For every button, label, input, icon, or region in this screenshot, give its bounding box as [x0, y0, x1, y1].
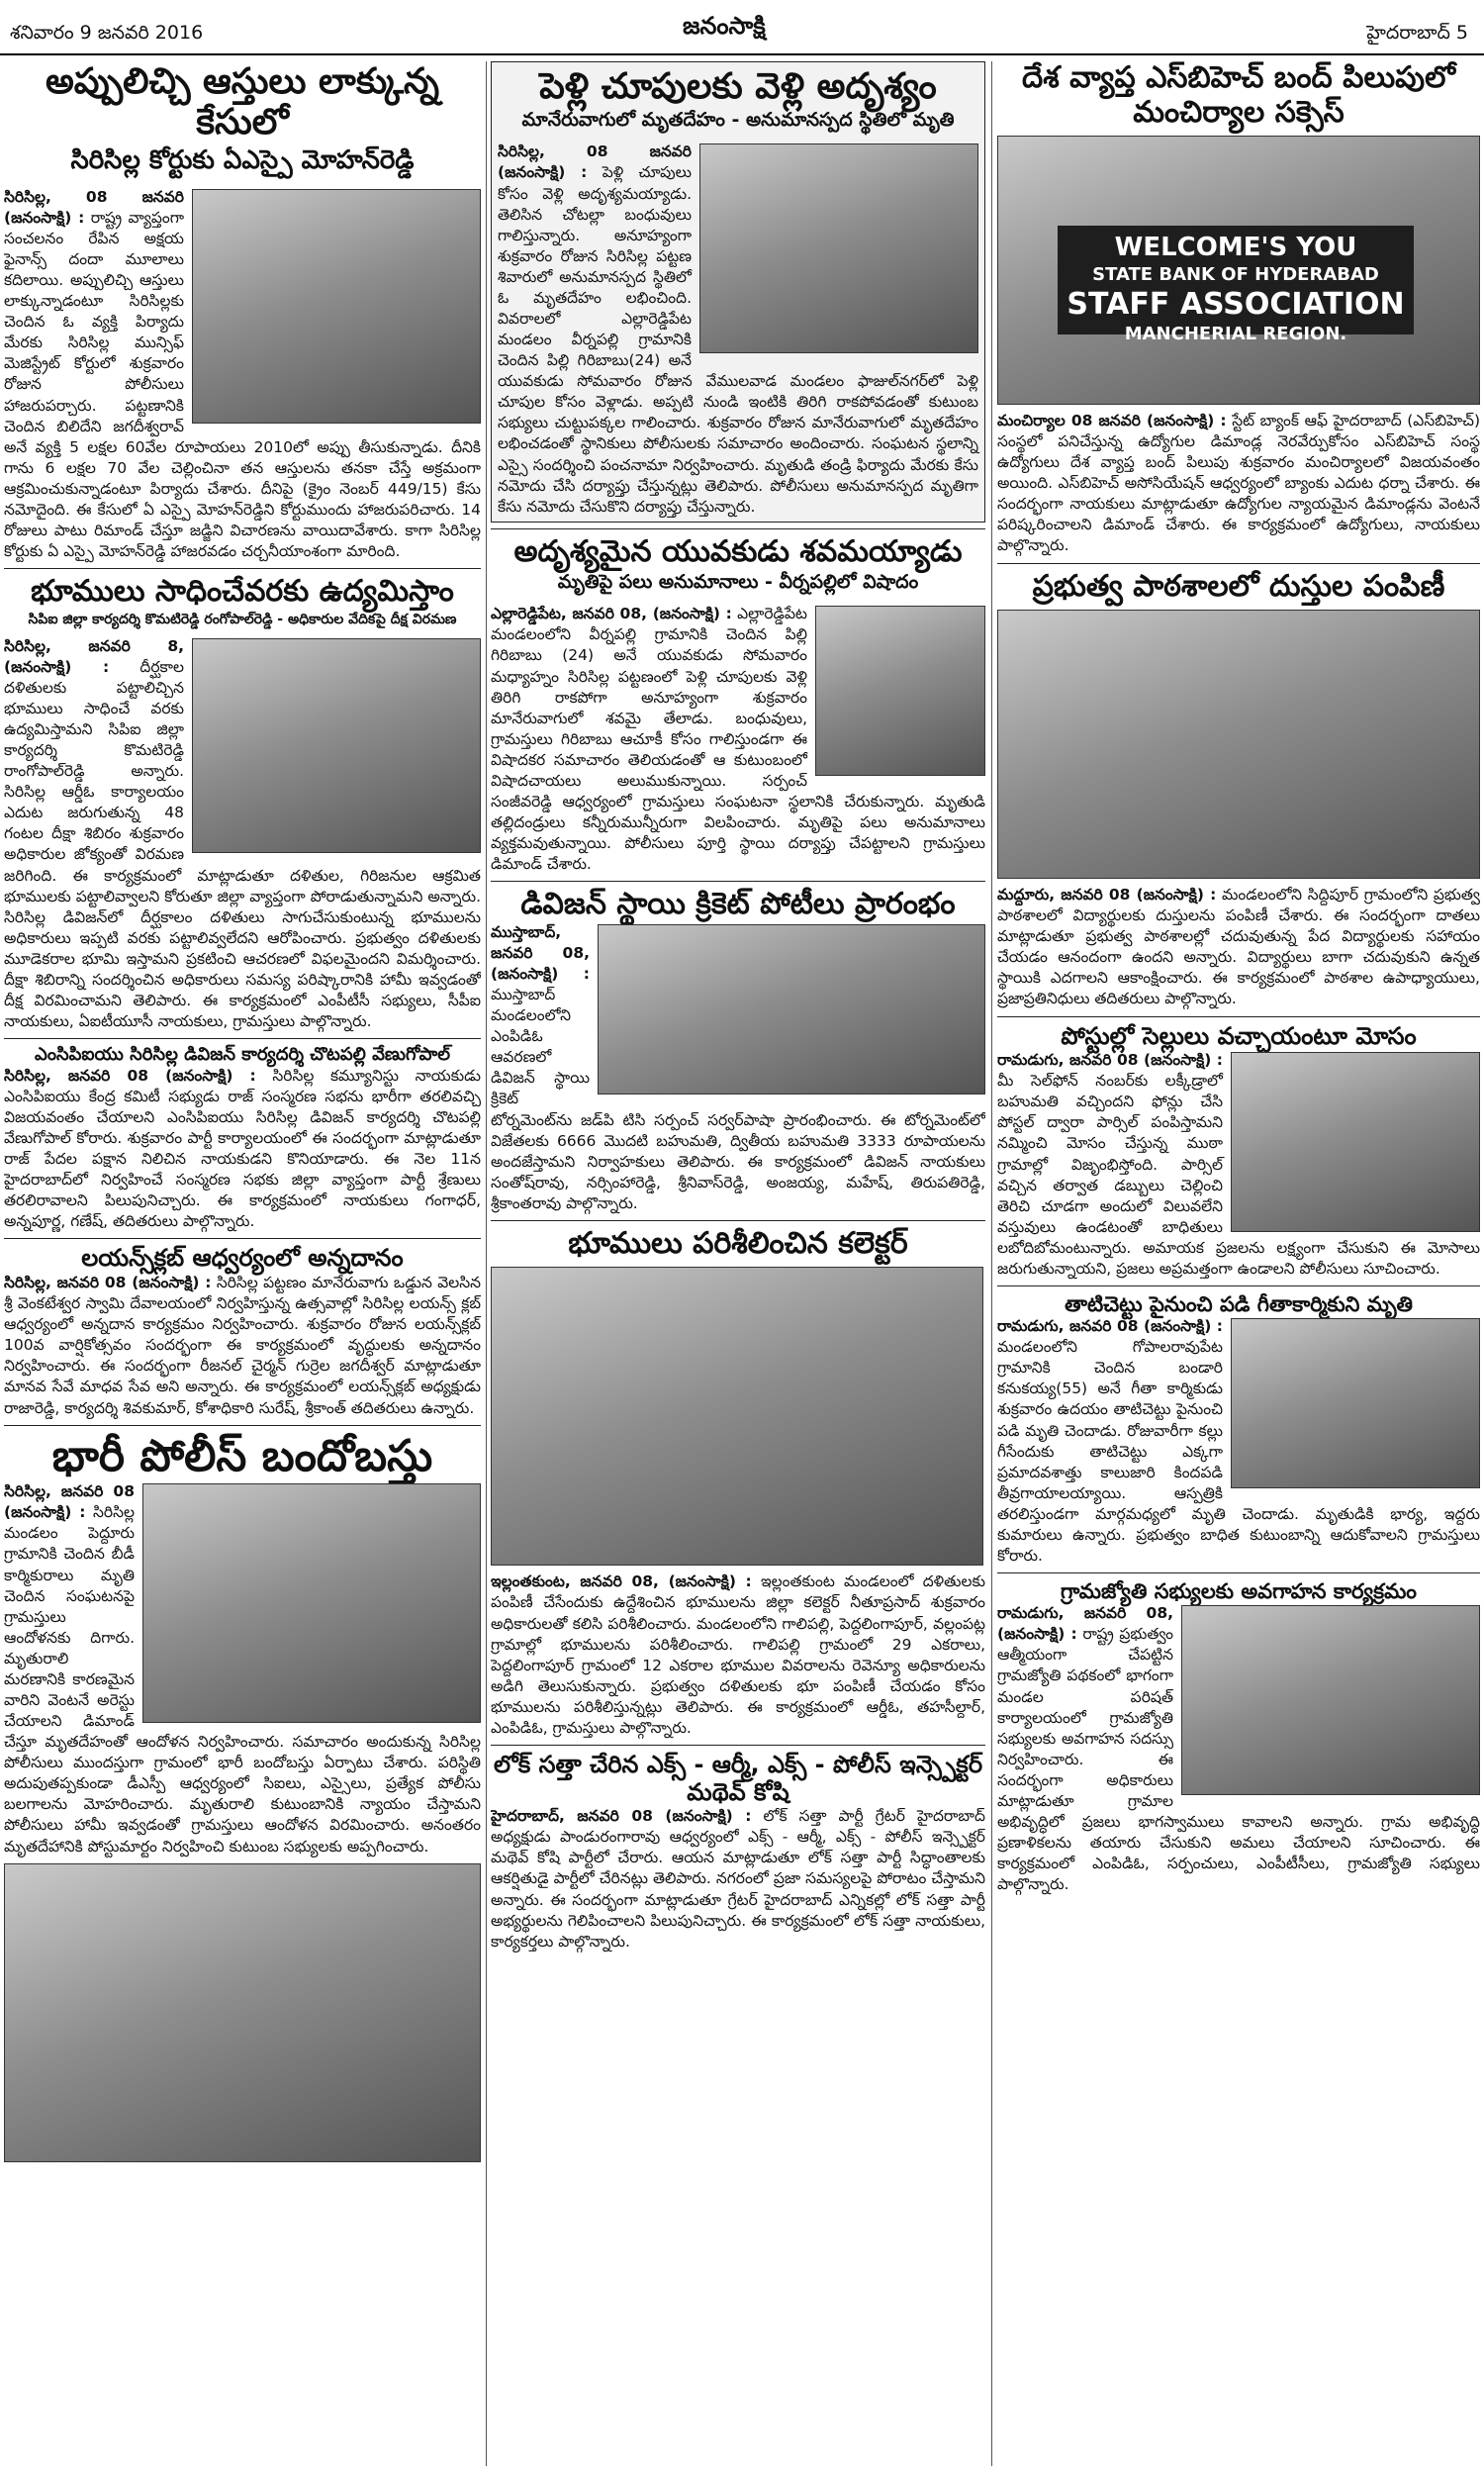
article-gramajyothi [997, 1579, 1480, 1895]
article-lions-club [4, 1245, 481, 1418]
divider [997, 1016, 1480, 1017]
divider [491, 1220, 985, 1221]
article-loksatta [491, 1752, 985, 1952]
headline: భూములు పరిశీలించిన కలెక్టర్ [568, 1225, 908, 1261]
dateline: రామడుగు, జనవరి 08, (జనంసాక్షి) : [997, 1604, 1173, 1644]
headline: లోక్ సత్తా చేరిన ఎక్స్ - ఆర్మీ, ఎక్స్ - పోలీస్ ఇన్స్పెక్టర్ మథెవ్ కోషి [493, 1751, 983, 1806]
dateline: సిరిసిల్ల, జనవరి 08 (జనంసాక్షి) : [4, 1066, 256, 1085]
staff-association-banner: WELCOME'S YOU STATE BANK OF HYDERABAD STAFF ASSOCIATION MANCHERIAL REGION. [1058, 226, 1414, 334]
photo-village-protest [142, 1483, 481, 1723]
article-toddy-tapper [997, 1292, 1480, 1567]
divider [4, 1238, 481, 1239]
article-body: సిరిసిల్ల, 08 జనవరి (జనంసాక్షి) : రాష్ట్ర వ్యాప్తంగా సంచలనం రేపిన అక్షయ ఫైనాన్స్ దందా మూలాలు కదిలాయి. అప్పులిచ్చి ఆస్తులు లాక్కున్నాడంటూ సిరిసిల్లకు చెందిన ఓ వ్యక్తి పిర్యాదు మేరకు సిరిసిల్ల మున్సిఫ్ మెజిస్ట్రేట్ కోర్టులో శుక్రవారం రోజున పోలీసులు హాజరుపర్చారు. పట్టణానికి చెందిన బిలిదేని జగదీశ్వరావ్ అనే వ్యక్తి 5 లక్షల 60వేల రూపాయలు 2010లో అప్పు తీసుకున్నాడు. దీనికి గాను 6 లక్షల 70 వేల చెల్లించినా తన ఆస్తులను తనకా చేస్తే అక్రమంగా ఆక్రమించుకున్నాడంటూ పిర్యాదు చేశారు. దీనిపై (క్రైం నెంబర్ 449/15) కేసు నమోదైంది. ఈ కేసులో ఏ ఎస్పై మోహన్‌రెడ్డిని కోర్టుముందు హాజరుపరిచారు. 14 రోజులు పాటు రిమాండ్ చేస్తూ జడ్జిని విచారణను వాయిదావేశారు. కాగా సిరిసిల్ల కోర్టుకు ఏ ఎస్పై మోహన్‌రెడ్డి హాజరవడం చర్చనీయాంశంగా మారింది. [4, 187, 481, 561]
subheadline: మానేరువాగులో మృతదేహం - అనుమానస్పద స్థితిలో మృతి [521, 109, 955, 132]
article-body: మద్దూరు, జనవరి 08 (జనంసాక్షి) : మండలంలోని సిద్దిపూర్ గ్రామంలోని ప్రభుత్వ పాఠశాలలో విద్యార్థులకు దుస్తులను పంపిణీ చేశారు. ఈ సందర్భంగా దాతలు మాట్లాడుతూ ప్రభుత్వ పాఠశాలల్లో చదువుతున్న పేద విద్యార్థులకు సహాయం చేయడం ఆనందంగా ఉందని అన్నారు. విద్యార్థులు బాగా చదువుకుని ఉన్నత స్థాయికి ఎదగాలని ఆకాంక్షించారు. ఈ కార్యక్రమంలో పాఠశాల ఉపాధ్యాయులు, ప్రజాప్రతినిధులు తదితరులు పాల్గొన్నారు. [997, 886, 1480, 1008]
dateline: సిరిసిల్ల, 08 జనవరి (జనంసాక్షి) : [4, 187, 184, 227]
dateline: సిరిసిల్ల, జనవరి 8, (జనంసాక్షి) : [4, 636, 184, 676]
divider [997, 1572, 1480, 1573]
headline: అప్పులిచ్చి ఆస్తులు లాక్కున్న కేసులో [45, 61, 440, 143]
divider [491, 881, 985, 882]
masthead-rule [0, 53, 1484, 55]
divider [491, 528, 985, 529]
dateline: సిరిసిల్ల, 08 జనవరి (జనంసాక్షి) : [498, 143, 692, 182]
photo-riverbed-body [699, 143, 978, 353]
headline: లయన్స్‌క్లబ్ ఆధ్వర్యంలో అన్నదానం [81, 1244, 404, 1273]
photo-sbh-rally [997, 136, 1480, 405]
photo-court-vehicle [192, 189, 481, 424]
article-loan-case [4, 61, 481, 562]
column-divider [991, 61, 992, 2466]
article-police-bandobast [4, 1432, 481, 2162]
headline: పోస్టుల్లో సెల్లులు వచ్చాయంటూ మోసం [1061, 1021, 1417, 1050]
headline: తాటిచెట్టు పైనుంచి పడి గీతాకార్మికుని మృతి [1065, 1291, 1413, 1316]
subheadline: సిరిసిల్ల కోర్టుకు ఏఎస్పై మోహన్‌రెడ్డి [70, 144, 415, 175]
divider [4, 1425, 481, 1426]
dateline: సిరిసిల్ల, జనవరి 08 (జనంసాక్షి) : [4, 1482, 135, 1522]
photo-school-distribution [997, 610, 1480, 879]
headline: ఎంసిపిఐయు సిరిసిల్ల డివిజన్ కార్యదర్శి చొటపల్లి వేణుగోపాల్ [35, 1044, 450, 1066]
column-1 [4, 61, 481, 2466]
headline: అదృశ్యమైన యువకుడు శవమయ్యాడు [513, 533, 963, 569]
photo-awareness-meeting [1181, 1605, 1480, 1795]
dateline: హైదరాబాద్, జనవరి 08 (జనంసాక్షి) : [491, 1807, 752, 1826]
divider [4, 1038, 481, 1039]
article-school-clothes [997, 570, 1480, 1010]
photo-deceased-portrait [815, 606, 985, 776]
dateline: ముస్తాబాద్, జనవరి 08, (జనంసాక్షి) : [491, 922, 590, 983]
article-body: సిరిసిల్ల, జనవరి 08 (జనంసాక్షి) : సిరిసిల్ల కమ్యూనిస్టు నాయకుడు ఎంసిపిఐయు కేంద్ర కమిటీ సభ్యుడు రాజ్ సంస్మరణ సభను భారీగా తరలివచ్చి విజయవంతం చేయాలని ఎంసిపిఐయు సిరిసిల్ల డివిజన్ కార్యదర్శి చొటపల్లి వేణుగోపాల్ కోరారు. శుక్రవారం పార్టీ కార్యాలయంలో ఈ సందర్భంగా మాట్లాడుతూ రాజ్ పేదల పక్షాన నిలిచిన నాయకుడని కొనియాడారు. ఈ నెల 11న హైదరాబాద్‌లో నిర్వహించే సంస్మరణ సభకు జిల్లా వ్యాప్తంగా పార్టీ శ్రేణులు తరలిరావాలని పిలుపునిచ్చారు. ఈ కార్యక్రమంలో నాయకులు గంగాధర్, అన్నపూర్ణ, గణేష్, తదితరులు పాల్గొన్నారు. [4, 1066, 481, 1231]
divider [997, 1285, 1480, 1286]
article-sbh-bandh [997, 61, 1480, 557]
article-missing-groom [491, 61, 985, 523]
article-body: ఇల్లంతకుంట, జనవరి 08, (జనంసాక్షి) : ఇల్లంతకుంట మండలంలో దళితులకు పంపిణీ చేసేందుకు ఉద్దేశించిన భూములను జిల్లా కలెక్టర్ నీతూప్రసాద్ శుక్రవారం అధికారులతో కలిసి పరిశీలించారు. మండలంలోని గాలిపల్లి, పెద్దలింగాపూర్, వల్లంపట్ల గ్రామాల్లో భూములను పరిశీలించారు. గాలిపల్లి గ్రామంలో 29 ఎకరాలు, పెద్దలింగాపూర్ గ్రామంలో 12 ఎకరాల భూముల వివరాలను రెవెన్యూ అధికారులను అడిగి తెలుసుకున్నారు. ప్రభుత్వం దళితులకు భూ పంపిణీ చేయడం కోసం భూములను పరిశీలిస్తున్నట్లు తెలిపారు. ఈ కార్యక్రమంలో ఆర్డీఓ, తహసీల్దార్, ఎంపిడిఓ, గ్రామస్తులు పాల్గొన్నారు. [491, 1572, 985, 1737]
article-body: ఎల్లారెడ్డిపేట, జనవరి 08, (జనంసాక్షి) : ఎల్లారెడ్డిపేట మండలంలోని వీర్నపల్లి గ్రామానికి చెందిన పిల్లి గిరిబాబు (24) అనే యువకుడు సోమవారం మధ్యాహ్నం సిరిసిల్ల పట్టణంలో పెళ్లి చూపులకు వెళ్లి తిరిగి రాకపోగా అనూహ్యంగా శుక్రవారం మానేరువాగులో శవమై తేలాడు. బంధువులు, గ్రామస్తులు గిరిబాబు ఆచూకీ కోసం గాలిస్తుండగా ఈ విషాదకర సమాచారం తెలియడంతో ఆ కుటుంబంలో విషాదచాయలు అలుముకున్నాయి. సర్పంచ్ సంజీవరెడ్డి ఆధ్వర్యంలో గ్రామస్తులు సంఘటనా స్థలానికి చేరుకున్నారు. మృతుడి తల్లిదండ్రులు కన్నీరుమున్నీరుగా విలపించారు. మృతిపై పలు అనుమానాలు వ్యక్తమవుతున్నాయి. పోలీసులు పూర్తి స్థాయి దర్యాప్తు చేపట్టాలని గ్రామస్తులు డిమాండ్ చేశారు. [491, 605, 985, 874]
article-body: రామడుగు, జనవరి 08, (జనంసాక్షి) : రాష్ట్ర ప్రభుత్వం ఆత్మీయంగా చేపట్టిన గ్రామజ్యోతి పథకంలో భాగంగా మండల పరిషత్ కార్యాలయంలో గ్రామజ్యోతి సభ్యులకు అవగాహన సదస్సు నిర్వహించారు. ఈ సందర్భంగా అధికారులు మాట్లాడుతూ గ్రామాల అభివృద్ధిలో ప్రజలు భాగస్వాములు కావాలని అన్నారు. గ్రామ అభివృద్ధి ప్రణాళికలను తయారు చేసుకుని అమలు చేయాలని సూచించారు. ఈ కార్యక్రమంలో ఎంపిడిఓ, సర్పంచులు, ఎంపీటీసీలు, గ్రామజ్యోతి సభ్యులు పాల్గొన్నారు. [997, 1604, 1480, 1894]
article-mcpiu [4, 1045, 481, 1232]
headline: దేశ వ్యాప్త ఎస్‌బిహెచ్ బంద్ పిలుపులో మంచిర్యాల సక్సెస్ [1022, 61, 1455, 130]
article-collector-lands [491, 1227, 985, 1739]
dateline: ఎల్లారెడ్డిపేట, జనవరి 08, (జనంసాక్షి) : [491, 605, 732, 623]
dateline: సిరిసిల్ల, జనవరి 08 (జనంసాక్షి) : [4, 1274, 212, 1292]
page-label: హైదరాబాద్ 5 [1366, 22, 1468, 44]
masthead [0, 0, 1484, 59]
article-youth-dead [491, 535, 985, 876]
dateline: రామడుగు, జనవరి 08 (జనంసాక్షి) : [997, 1051, 1223, 1070]
photo-parcel-goods [1231, 1052, 1480, 1232]
article-body: రామడుగు, జనవరి 08 (జనంసాక్షి) : మీ సెల్‌ఫోన్ నంబర్‌కు లక్కీడ్రాలో బహుమతి వచ్చిందని ఫోన్లు చేసి పోస్టల్ ద్వారా పార్సిల్ పంపిస్తామని నమ్మించి మోసం చేస్తున్న ముఠా గ్రామాల్లో విజృంభిస్తోంది. పార్సిల్ వచ్చిన తర్వాత డబ్బులు చెల్లించి తెరిచి చూడగా అందులో విలువలేని వస్తువులు ఉండటంతో బాధితులు లబోదిబోమంటున్నారు. అమాయక ప్రజలను లక్ష్యంగా చేసుకుని ఈ మోసాలు జరుగుతున్నాయని, ప్రజలు అప్రమత్తంగా ఉండాలని పోలీసులు సూచించారు. [997, 1051, 1480, 1278]
article-body: సిరిసిల్ల, జనవరి 08 (జనంసాక్షి) : సిరిసిల్ల మండలం పెద్దూరు గ్రామానికి చెందిన బీడీ కార్మికురాలు మృతి చెందిన సంఘటనపై గ్రామస్తులు ఆందోళనకు దిగారు. మృతురాలి మరణానికి కారణమైన వారిని వెంటనే అరెస్టు చేయాలని డిమాండ్ చేస్తూ మృతదేహంతో ఆందోళన నిర్వహించారు. సమాచారం అందుకున్న సిరిసిల్ల పోలీసులు ముందస్తుగా గ్రామంలో భారీ బందోబస్తు ఏర్పాటు చేశారు. పరిస్థితి అదుపుతప్పకుండా డీఎస్పీ ఆధ్వర్యంలో సిఐలు, ఎస్సైలు, ప్రత్యేక పోలీసు బలగాలను మోహరించారు. మృతురాలి కుటుంబానికి న్యాయం చేస్తామని పోలీసులు హామీ ఇవ్వడంతో గ్రామస్తులు ఆందోళన విరమించారు. అనంతరం మృతదేహానికి పోస్టుమార్టం నిర్వహించి కుటుంబ సభ్యులకు అప్పగించారు. [4, 1482, 481, 1856]
divider [997, 563, 1480, 564]
headline: భారీ పోలీస్ బందోబస్తు [51, 1430, 433, 1481]
article-body: సిరిసిల్ల, జనవరి 08 (జనంసాక్షి) : సిరిసిల్ల పట్టణం మానేరువాగు ఒడ్డున వెలసిన శ్రీ వెంకటేశ్వర స్వామి దేవాలయంలో నిర్వహిస్తున్న ఉత్సవాల్లో సిరిసిల్ల లయన్స్ క్లబ్ ఆధ్వర్యంలో అన్నదాన కార్యక్రమం నిర్వహించారు. శుక్రవారం రోజున లయన్స్‌క్లబ్ 100వ వార్షికోత్సవం సందర్భంగా ఈ కార్యక్రమంలో వృద్ధులకు అన్నదానం నిర్వహించారు. ఈ సందర్భంగా రీజనల్ చైర్మన్ గుర్రెల జగదీశ్వర్ మాట్లాడుతూ మానవ సేవే మాధవ సేవ అని అన్నారు. ఈ కార్యక్రమంలో లయన్స్‌క్లబ్ అధ్యక్షుడు రాజారెడ్డి, కార్యదర్శి శివకుమార్, కోశాధికారి సురేష్, శ్రీకాంత్ తదితరులు ఉన్నారు. [4, 1274, 481, 1417]
article-land-protest [4, 575, 481, 1032]
dateline: రామడుగు, జనవరి 08 (జనంసాక్షి) : [997, 1317, 1223, 1336]
dateline: ఇల్లంతకుంట, జనవరి 08, (జనంసాక్షి) : [491, 1572, 752, 1591]
photo-cricket-match [598, 924, 985, 1094]
column-3 [997, 61, 1480, 2466]
headline: గ్రామజ్యోతి సభ్యులకు అవగాహన కార్యక్రమం [1061, 1579, 1417, 1604]
divider [4, 568, 481, 569]
headline: ప్రభుత్వ పాఠశాలలో దుస్తుల పంపిణీ [1032, 568, 1445, 604]
headline: డివిజన్ స్థాయి క్రికెట్ పోటీలు ప్రారంభం [520, 887, 956, 922]
article-postal-fraud [997, 1023, 1480, 1280]
column-2 [491, 61, 985, 2466]
column-divider [486, 61, 487, 2466]
photo-protest-camp [192, 638, 481, 853]
article-cricket [491, 888, 985, 1214]
divider [491, 1745, 985, 1746]
issue-date: శనివారం 9 జనవరి 2016 [10, 22, 204, 44]
paper-name: జనంసాక్షి [683, 12, 766, 40]
article-body: సిరిసిల్ల, 08 జనవరి (జనంసాక్షి) : పెళ్లి చూపులు కోసం వెళ్లి అదృశ్యమయ్యాడు. తెలిసిన చోటల్లా బంధువులు గాలిస్తున్నారు. అనూహ్యంగా శుక్రవారం రోజున సిరిసిల్ల పట్టణ శివారులో అనుమానస్పద స్థితిలో ఓ మృతదేహం లభించింది. వివరాలలో ఎల్లారెడ్డిపేట మండలం వీర్నపల్లి గ్రామానికి చెందిన పిల్లి గిరిబాబు(24) అనే యువకుడు సోమవారం రోజున వేములవాడ మండలం ఫాజుల్‌నగర్‌లో పెళ్లి చూపుల కోసం వెళ్లాడు. అప్పటి నుండి ఇంటికి తిరిగి రాకపోవడంతో కుటుంబ సభ్యులు చుట్టుపక్కల గాలించారు. శుక్రవారం రోజున మానేరువాగులో మృతదేహం లభించడంతో స్థానికులు పోలీసులకు సమాచారం అందించారు. సంఘటన స్థలాన్ని ఎస్సై సందర్శించి పంచనామా నిర్వహించారు. మృతుడి తండ్రి ఫిర్యాదు మేరకు కేసు నమోదు చేసి దర్యాప్తు చేస్తున్నట్లు తెలిపారు. పోలీసులు అనుమానస్పద మృతిగా కేసు నమోదు చేసుకొని దర్యాప్తు చేస్తున్నారు. [498, 143, 978, 516]
subheadline: మృతిపై పలు అనుమానాలు - వీర్నపల్లిలో విషాదం [557, 571, 919, 594]
subheadline: సిపిఐ జిల్లా కార్యదర్శి కొమటిరెడ్డి రంగోపాల్‌రెడ్డి - అధికారుల వేదికపై దీక్ష విరమణ [28, 611, 457, 627]
headline: భూములు సాధించేవరకు ఉద్యమిస్తాం [31, 574, 454, 610]
photo-police-officers [4, 1863, 481, 2162]
article-body: హైదరాబాద్, జనవరి 08 (జనంసాక్షి) : లోక్ సత్తా పార్టీ గ్రేటర్ హైదరాబాద్ అధ్యక్షుడు పాండురంగారావు ఆధ్వర్యంలో ఎక్స్ - ఆర్మీ, ఎక్స్ - పోలీస్ ఇన్స్పెక్టర్ మథెవ్ కోషి పార్టీలో చేరారు. ఆయన మాట్లాడుతూ లోక్ సత్తా పార్టీ సిద్ధాంతాలకు ఆకర్షితుడై పార్టీలో చేరినట్లు తెలిపారు. నగరంలో ప్రజా సమస్యలపై పోరాటం చేస్తామని అన్నారు. ఈ సందర్భంగా మాట్లాడుతూ గ్రేటర్ హైదరాబాద్ ఎన్నికల్లో లోక్ సత్తా పార్టీ అభ్యర్థులను గెలిపించాలని పిలుపునిచ్చారు. ఈ కార్యక్రమంలో లోక్ సత్తా నాయకులు, కార్యకర్తలు పాల్గొన్నారు. [491, 1807, 985, 1951]
article-body: రామడుగు, జనవరి 08 (జనంసాక్షి) : మండలంలోని గోపాలరావుపేట గ్రామానికి చెందిన బండారి కనుకయ్య(55) అనే గీతా కార్మికుడు శుక్రవారం ఉదయం తాటిచెట్టు పైనుంచి పడి మృతి చెందాడు. రోజువారీగా కల్లు గీసేందుకు తాటిచెట్టు ఎక్కగా ప్రమాదవశాత్తు కాలుజారి కిందపడి తీవ్రగాయాలయ్యాయి. ఆస్పత్రికి తరలిస్తుండగా మార్గమధ్యలో మృతి చెందాడు. మృతుడికి భార్య, ఇద్దరు కుమారులు ఉన్నారు. ప్రభుత్వం బాధిత కుటుంబాన్ని ఆదుకోవాలని గ్రామస్తులు కోరారు. [997, 1317, 1480, 1565]
photo-accident-site [1231, 1318, 1480, 1488]
dateline: మంచిర్యాల 08 జనవరి (జనంసాక్షి) : [997, 412, 1227, 429]
article-body: సిరిసిల్ల, జనవరి 8, (జనంసాక్షి) : దీర్ఘకాల దళితులకు పట్టాలిచ్చిన భూములు సాధించే వరకు ఉద్యమిస్తామని సిపిఐ జిల్లా కార్యదర్శి కొమటిరెడ్డి రాంగోపాల్‌రెడ్డి అన్నారు. సిరిసిల్ల ఆర్డీఓ కార్యాలయం ఎదుట జరుగుతున్న 48 గంటల దీక్షా శిబిరం శుక్రవారం అధికారుల జోక్యంతో విరమణ జరిగింది. ఈ కార్యక్రమంలో మాట్లాడుతూ దళితుల, గిరిజనుల ఆక్రమిత భూములకు పట్టాలివ్వాలని కోరుతూ జిల్లా వ్యాప్తంగా పోరాడుతున్నామని అన్నారు. సిరిసిల్ల డివిజన్‌లో దీర్ఘకాలం దళితులు సాగుచేసుకుంటున్న భూములను అధికారులు ఇప్పటి వరకు పట్టాలివ్వలేదని ఆరోపించారు. ప్రభుత్వం దళితులకు మూడెకరాల భూమి ఇస్తామని ప్రకటించి ఆచరణలో విఫలమైందని విమర్శించారు. దీక్షా శిబిరాన్ని సందర్శించిన అధికారులు సమస్య పరిష్కారానికి హామీ ఇవ్వడంతో దీక్ష విరమించామని తెలిపారు. ఈ కార్యక్రమంలో ఎంపీటీసీ సభ్యులు, సీపీఐ నాయకులు, ఏఐటీయూసీ నాయకులు, గ్రామస్తులు పాల్గొన్నారు. [4, 636, 481, 1031]
photo-collector-field [491, 1267, 983, 1566]
headline: పెళ్లి చూపులకు వెళ్లి అదృశ్యం [539, 66, 937, 107]
article-body: ముస్తాబాద్, జనవరి 08, (జనంసాక్షి) : ముస్తాబాద్ మండలంలోని ఎంపిడిఓ ఆవరణలో డివిజన్ స్థాయి క్రికెట్ టోర్నమెంట్‌ను జడ్‌పి టిసి సర్పంచ్ సర్వర్‌పాషా ప్రారంభించారు. ఈ టోర్నమెంట్‌లో విజేతలకు 6666 మొదటి బహుమతి, ద్వితీయ బహుమతి 3333 రూపాయలను అందజేస్తామని నిర్వాహకులు తెలిపారు. ఈ కార్యక్రమంలో డివిజన్ నాయకులు సంతోష్‌రావు, నర్సింహారెడ్డి, శ్రీనివాస్‌రెడ్డి, అంజయ్య, మహేష్, తిరుపతిరెడ్డి, శ్రీకాంతరావు పాల్గొన్నారు. [491, 922, 985, 1212]
article-body: మంచిర్యాల 08 జనవరి (జనంసాక్షి) : స్టేట్ బ్యాంక్ ఆఫ్ హైదరాబాద్ (ఎస్‌బిహెచ్) సంస్థలో పనిచేస్తున్న ఉద్యోగుల డిమాండ్ల నెరవేర్పుకోసం ఎస్‌బిహెచ్ సంస్థ ఉద్యోగులు దేశ వ్యాప్త బంద్ పిలుపు శుక్రవారం మంచిర్యాలలో విజయవంతం అయింది. ఎస్‌బిహెచ్ అసోసియేషన్ ఆధ్వర్యంలో బ్యాంకు ఎదుట ధర్నా చేశారు. ఈ సందర్భంగా నాయకులు మాట్లాడుతూ ఉద్యోగుల న్యాయమైన డిమాండ్లను వెంటనే పరిష్కరించాలని డిమాండ్ చేశారు. ఈ కార్యక్రమంలో ఉద్యోగులు, నాయకులు పాల్గొన్నారు. [997, 412, 1480, 555]
dateline: మద్దూరు, జనవరి 08 (జనంసాక్షి) : [997, 886, 1217, 904]
